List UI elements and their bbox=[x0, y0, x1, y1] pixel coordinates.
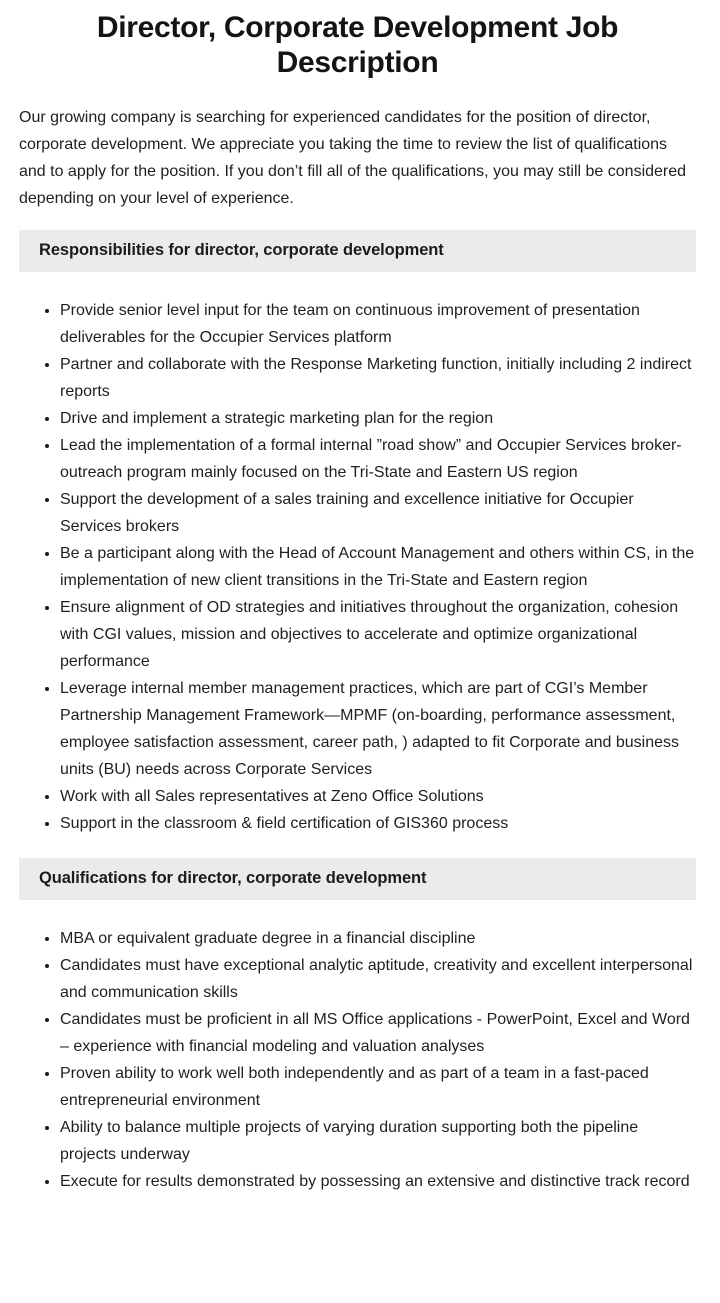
list-item: • Ability to balance multiple projects of varying duration supporting both the pipeline projects underway bbox=[60, 1114, 696, 1168]
list-item: • MBA or equivalent graduate degree in a financial discipline bbox=[60, 925, 696, 952]
intro-paragraph: Our growing company is searching for experienced candidates for the position of director, corporate development. We appreciate you taking the time to review the list of qualifications and to apply for the position. If you don’t fill all of the qualifications, you may still be considered depending on your level of experience. bbox=[19, 109, 687, 207]
list-item: • Drive and implement a strategic marketing plan for the region bbox=[60, 405, 696, 432]
list-item: • Support in the classroom & field certification of GIS360 process bbox=[60, 810, 696, 837]
qualifications-list bbox=[19, 925, 696, 1195]
qualifications-section-heading: Qualifications for director, corporate development bbox=[19, 858, 696, 900]
list-item: • Leverage internal member management practices, which are part of CGI’s Member Partnership Management Framework—MPMF (on-boarding, performance assessment, employee satisfaction assessment, career path, ) adapted to fit Corporate and business units (BU) needs across Corporate Services bbox=[60, 675, 696, 783]
section-qualifications bbox=[19, 858, 696, 1195]
list-item: • Work with all Sales representatives at Zeno Office Solutions bbox=[60, 783, 696, 810]
list-item: • Lead the implementation of a formal internal ”road show” and Occupier Services broker-outreach program mainly focused on the Tri-State and Eastern US region bbox=[60, 432, 696, 486]
responsibilities-list bbox=[19, 297, 696, 837]
list-item: • Candidates must be proficient in all MS Office applications - PowerPoint, Excel and Word – experience with financial modeling and valuation analyses bbox=[60, 1006, 696, 1060]
list-item: • Partner and collaborate with the Response Marketing function, initially including 2 indirect reports bbox=[60, 351, 696, 405]
list-item: • Execute for results demonstrated by possessing an extensive and distinctive track record bbox=[60, 1168, 696, 1195]
list-item: • Be a participant along with the Head of Account Management and others within CS, in the implementation of new client transitions in the Tri-State and Eastern region bbox=[60, 540, 696, 594]
list-item: • Provide senior level input for the team on continuous improvement of presentation deliverables for the Occupier Services platform bbox=[60, 297, 696, 351]
section-responsibilities bbox=[19, 230, 696, 837]
responsibilities-section-heading: Responsibilities for director, corporate development bbox=[19, 230, 696, 272]
list-item: • Candidates must have exceptional analytic aptitude, creativity and excellent interpersonal and communication skills bbox=[60, 952, 696, 1006]
list-item: • Ensure alignment of OD strategies and initiatives throughout the organization, cohesion with CGI values, mission and objectives to accelerate and optimize organizational performance bbox=[60, 594, 696, 675]
list-item: • Proven ability to work well both independently and as part of a team in a fast-paced entrepreneurial environment bbox=[60, 1060, 696, 1114]
page-title: Director, Corporate Development Job Description bbox=[96, 11, 619, 79]
list-item: • Support the development of a sales training and excellence initiative for Occupier Services brokers bbox=[60, 486, 696, 540]
